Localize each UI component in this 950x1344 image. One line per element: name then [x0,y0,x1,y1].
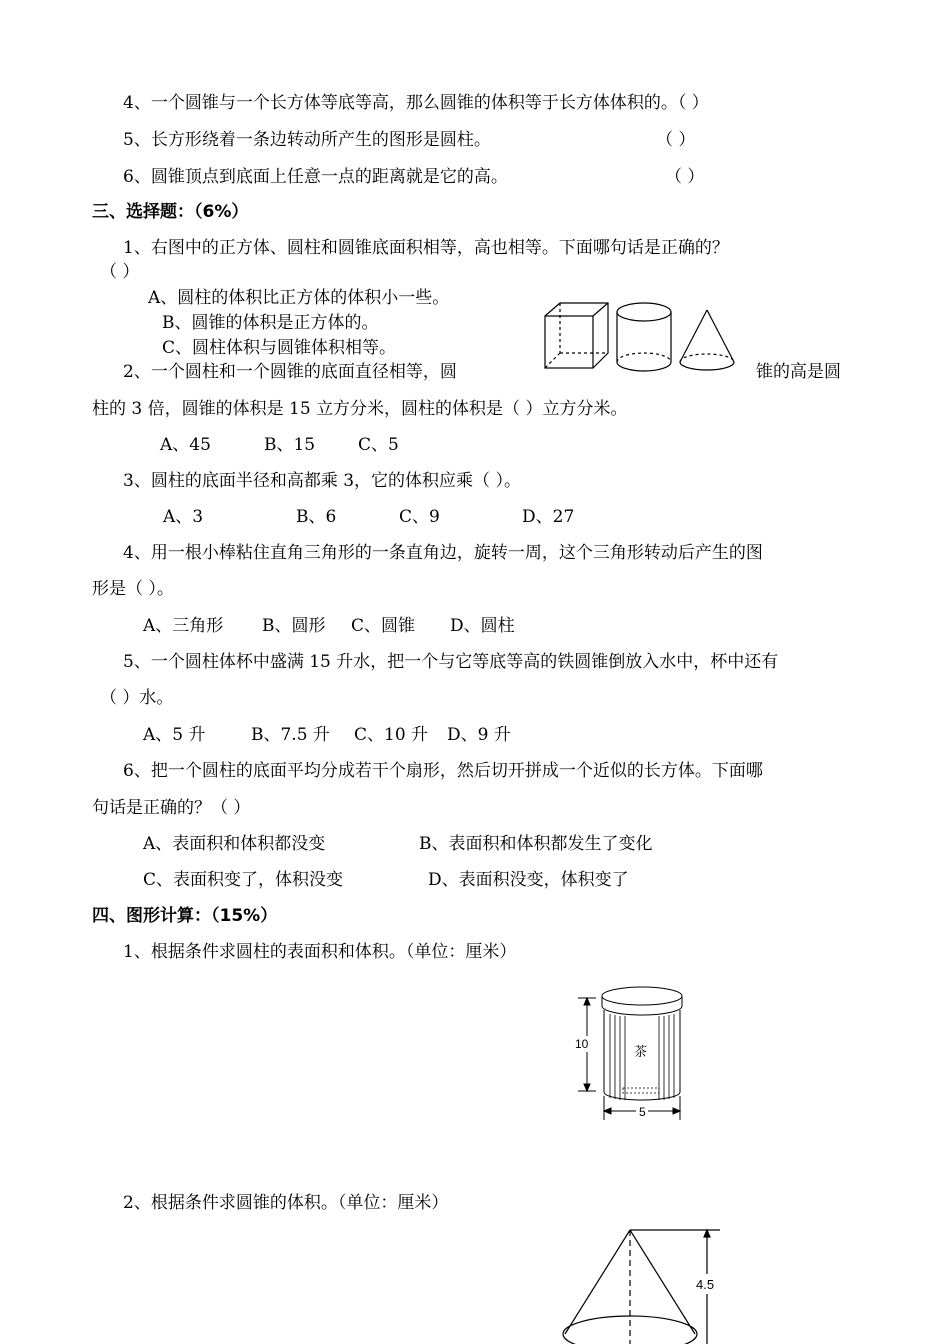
s3-q1-option-b: B、圆锥的体积是正方体的。 [162,313,379,333]
s3-q3-line1: 3、圆柱的底面半径和高都乘 3，它的体积应乘（ ）。 [123,471,521,491]
tea-cylinder-figure [570,984,695,1124]
s3-q5-line1: 5、一个圆柱体杯中盛满 15 升水，把一个与它等底等高的铁圆锥倒放入水中，杯中还有 [123,652,779,672]
s3-q1-option-c: C、圆柱体积与圆锥体积相等。 [162,338,397,358]
cube-shape [545,303,608,368]
s3-q2-line1-right: 锥的高是圆 [756,362,841,382]
s3-q4-option-c: C、圆锥 [351,616,416,636]
shapes-figure [540,298,745,378]
s3-q3-option-d: D、27 [522,507,575,527]
s3-q5-option-b: B、7.5 升 [251,725,330,745]
section4-title: 四、图形计算：（15%） [92,906,278,926]
s3-q6-line2: 句话是正确的？（ ） [92,798,251,818]
s3-q4-line2: 形是（ ）。 [92,579,174,599]
cylinder-shape [617,303,671,371]
s3-q2-option-b: B、15 [264,435,316,455]
s3-q1-line1: 1、右图中的正方体、圆柱和圆锥底面积相等，高也相等。下面哪句话是正确的？ [123,238,729,258]
s3-q4-line1: 4、用一根小棒粘住直角三角形的一条直角边，旋转一周，这个三角形转动后产生的图 [123,543,763,563]
s3-q2-line1-left: 2、一个圆柱和一个圆锥的底面直径相等，圆 [123,362,457,382]
cylinder-diameter-label: 5 [639,1105,646,1119]
s3-q2-option-c: C、5 [358,435,399,455]
judge-q5: 5、长方形绕着一条边转动所产生的图形是圆柱。 [123,130,491,150]
cone-height-label: 4.5 [696,1277,715,1292]
s3-q6-option-d: D、表面积没变，体积变了 [428,870,629,890]
s3-q1-line2: （ ） [100,262,140,282]
s3-q6-option-b: B、表面积和体积都发生了变化 [419,834,653,854]
s3-q6-option-c: C、表面积变了，体积没变 [143,870,344,890]
cylinder-height-label: 10 [575,1037,589,1051]
tea-label: 茶 [634,1044,648,1059]
s3-q6-option-a: A、表面积和体积都没变 [143,834,326,854]
s3-q4-option-d: D、圆柱 [450,616,515,636]
s3-q3-option-a: A、3 [163,507,204,527]
judge-q5-paren: （ ） [656,130,696,150]
judge-q6-paren: （ ） [665,167,705,187]
cone-figure [555,1222,740,1344]
s3-q2-line2: 柱的 3 倍，圆锥的体积是 15 立方分米，圆柱的体积是（ ）立方分米。 [92,399,628,419]
s3-q4-option-b: B、圆形 [262,616,326,636]
s3-q5-option-d: D、9 升 [447,725,511,745]
s3-q3-option-b: B、6 [296,507,337,527]
judge-q6: 6、圆锥顶点到底面上任意一点的距离就是它的高。 [123,167,508,187]
cone-shape [680,310,734,370]
s3-q5-option-c: C、10 升 [354,725,429,745]
s3-q2-option-a: A、45 [160,435,211,455]
s3-q5-line2: （ ）水。 [100,688,174,708]
section3-title: 三、选择题：（6%） [92,202,249,222]
s3-q3-option-c: C、9 [399,507,440,527]
s4-q1: 1、根据条件求圆柱的表面积和体积。（单位：厘米） [123,942,517,962]
s4-q2: 2、根据条件求圆锥的体积。（单位：厘米） [123,1193,449,1213]
s3-q5-option-a: A、5 升 [143,725,206,745]
s3-q6-line1: 6、把一个圆柱的底面平均分成若干个扇形，然后切开拼成一个近似的长方体。下面哪 [123,761,763,781]
s3-q1-option-a: A、圆柱的体积比正方体的体积小一些。 [148,288,450,308]
s3-q4-option-a: A、三角形 [143,616,224,636]
judge-q4: 4、一个圆锥与一个长方体等底等高，那么圆锥的体积等于长方体体积的。（ ） [123,93,709,113]
